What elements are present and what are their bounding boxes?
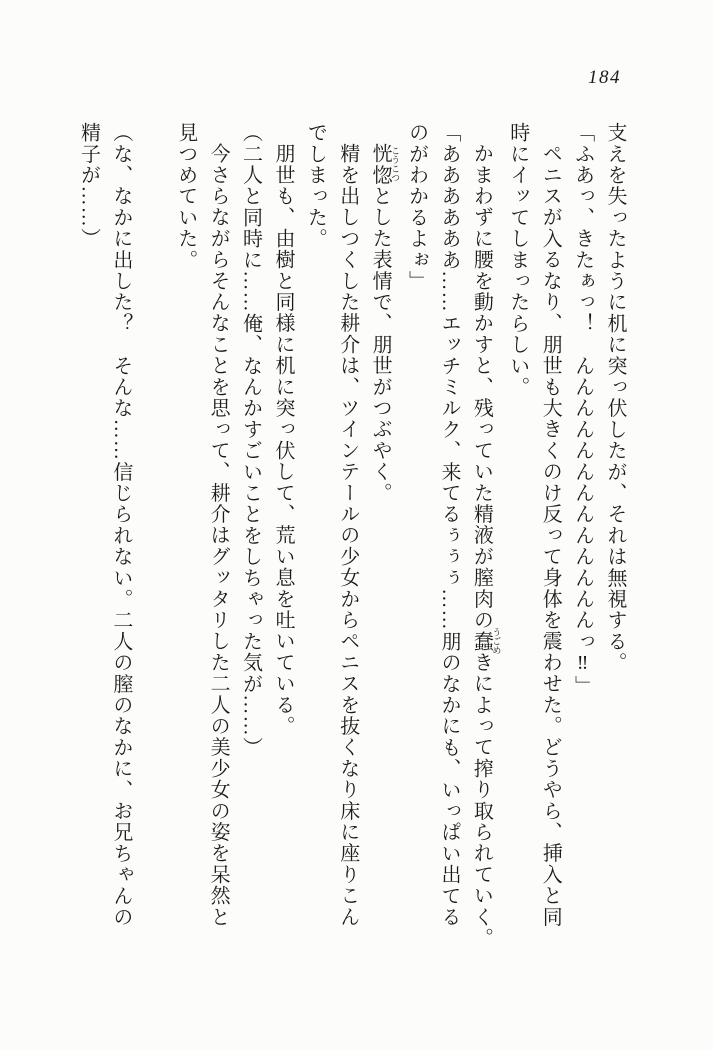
ruby-annotated-text: 蠢 うごめ xyxy=(470,627,502,655)
furigana: うごめ xyxy=(491,627,502,655)
text-line: かまわずに腰を動かすと、残っていた精液が膣肉の蠢 うごめきによって搾り取られていく。 xyxy=(470,143,502,949)
text-line: でしまった。 xyxy=(304,122,327,250)
text-line: 朋世も、由樹と同様に机に突っ伏して、荒い息を吐いている。 xyxy=(271,143,294,737)
text-block xyxy=(72,122,631,958)
text-line: 「ああああああ……エッチミルク、来てるぅぅぅ……朋のなかにも、いっぱい出てる xyxy=(437,122,460,928)
furigana: こうこつ xyxy=(390,143,401,186)
text-line: 精子が……） xyxy=(77,122,100,250)
blank-line xyxy=(137,122,169,958)
text-line: 精を出しつくした耕介は、ツインテールの少女からペニスを抜くなり床に座りこん xyxy=(336,143,359,928)
text-line: 恍惚 こうこつとした表情で、朋世がつぶやく。 xyxy=(369,143,401,504)
text-line: 今さらながらそんなことを思って、耕介はグッタリした二人の美少女の姿を呆然と xyxy=(207,143,230,928)
text-line: のがわかるよぉ」 xyxy=(405,122,428,292)
page-number: 184 xyxy=(588,67,621,88)
text-line: 「ふあっ、きたぁっ！ んんんんんんんんんんんんんっ‼」 xyxy=(571,122,594,697)
ruby-annotated-text: 恍惚 こうこつ xyxy=(369,143,401,186)
text-line: 見つめていた。 xyxy=(174,122,197,271)
text-line: （二人と同時に……俺、なんかすごいことをしちゃった気が……） xyxy=(239,122,262,758)
text-line: ペニスが入るなり、朋世も大きくのけ反って身体を震わせた。どうやら、挿入と同 xyxy=(539,143,562,928)
text-line: （な、なかに出した？ そんな……信じられない。二人の膣のなかに、お兄ちゃんの xyxy=(109,122,132,928)
text-line: 時にイッてしまったらしい。 xyxy=(506,122,529,398)
text-line: 支えを失ったように机に突っ伏したが、それは無視する。 xyxy=(604,122,626,674)
